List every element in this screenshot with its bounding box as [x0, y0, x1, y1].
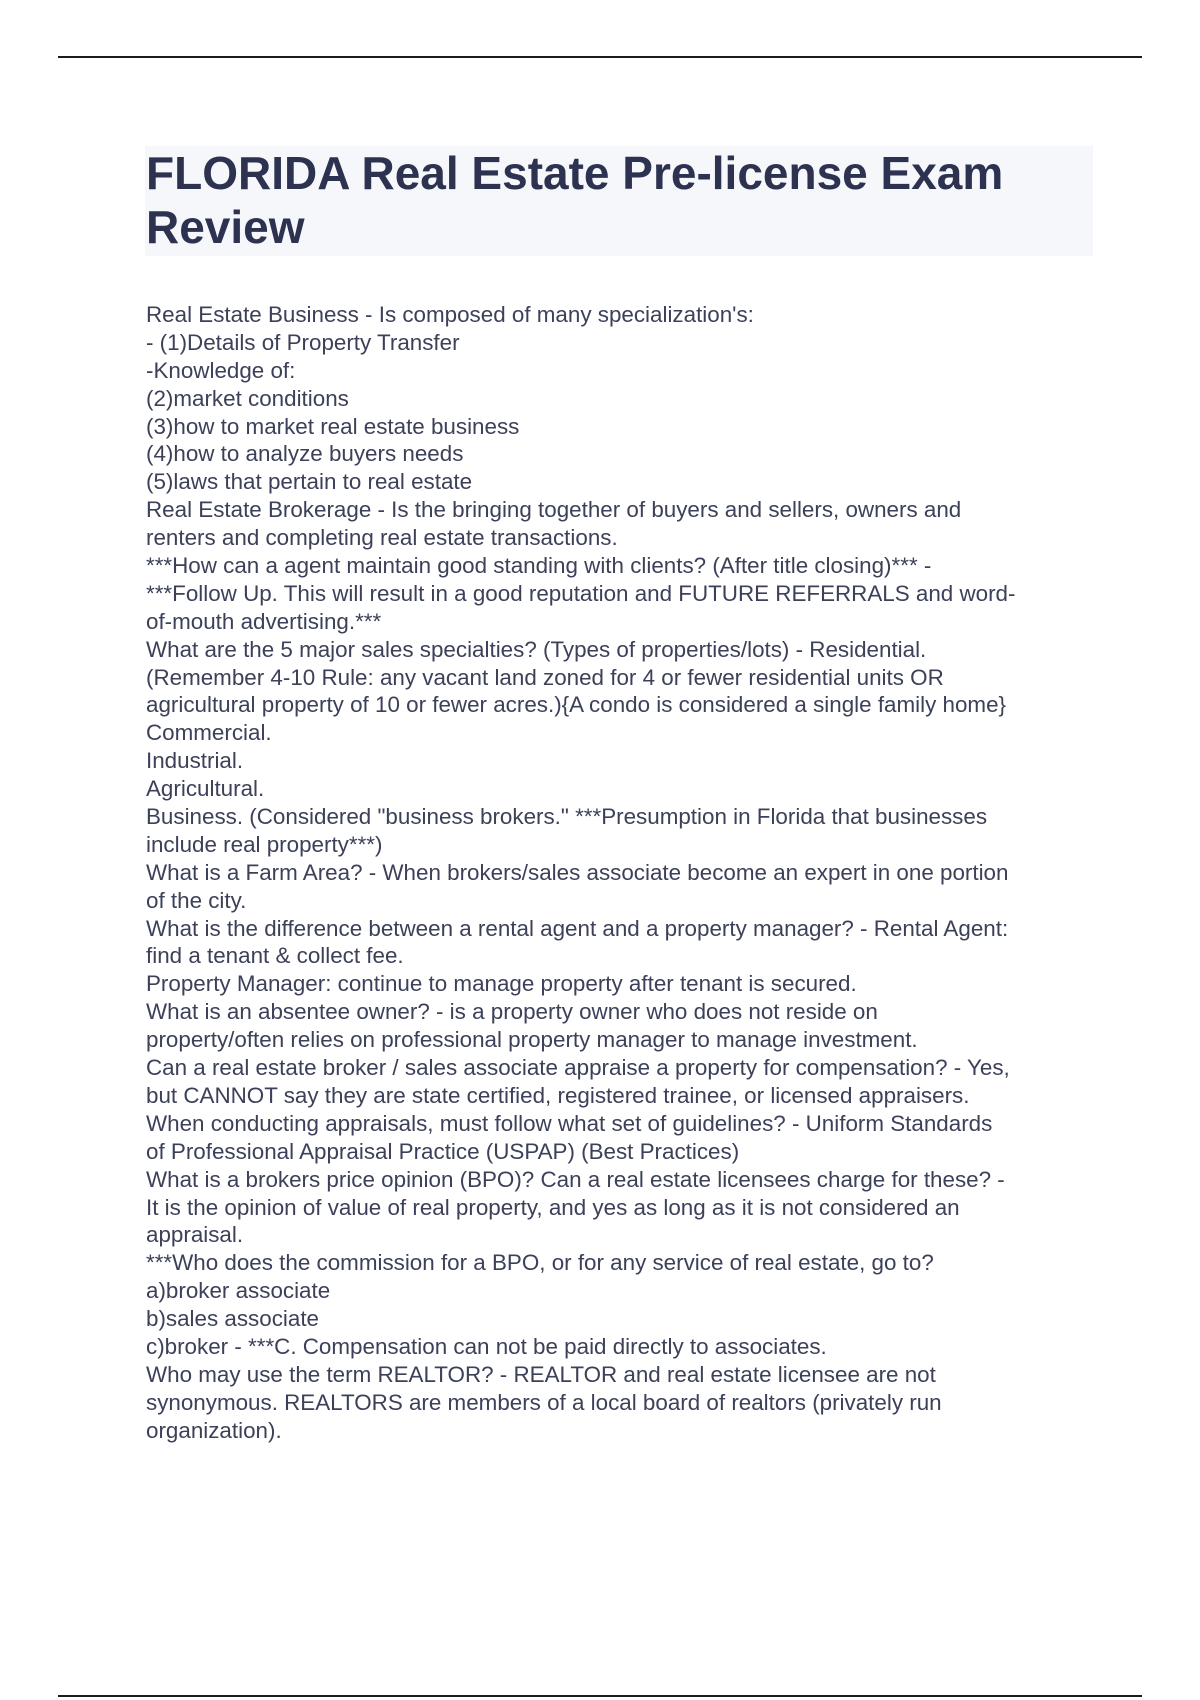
body-line: (2)market conditions: [146, 385, 349, 411]
bottom-rule: [58, 1695, 1142, 1697]
body-line: of-mouth advertising.***: [146, 608, 382, 634]
title-line: Review: [146, 201, 305, 253]
body-line: renters and completing real estate transactions.: [146, 525, 618, 551]
body-line: of the city.: [146, 887, 247, 913]
body-line: (5)laws that pertain to real estate: [146, 469, 473, 495]
body-line: When conducting appraisals, must follow what set of guidelines? - Uniform Standards: [146, 1110, 993, 1136]
body-line: (3)how to market real estate business: [146, 413, 520, 439]
body-line: find a tenant & collect fee.: [146, 943, 404, 969]
body-line: Who may use the term REALTOR? - REALTOR and real estate licensee are not: [146, 1361, 936, 1387]
body-line: property/often relies on professional property manager to manage investment.: [146, 1027, 918, 1053]
body-line: include real property***): [146, 831, 383, 857]
body-line: ***Follow Up. This will result in a good reputation and FUTURE REFERRALS and word-: [146, 580, 1016, 606]
body-line: Can a real estate broker / sales associate appraise a property for compensation? - Yes,: [146, 1055, 1010, 1081]
title-line: FLORIDA Real Estate Pre-license Exam: [146, 147, 1004, 199]
body-line: ***Who does the commission for a BPO, or for any service of real estate, go to?: [146, 1250, 934, 1276]
body-line: What are the 5 major sales specialties? (Types of properties/lots) - Residential.: [146, 636, 927, 662]
body-line: - (1)Details of Property Transfer: [146, 329, 460, 355]
body-line: appraisal.: [146, 1222, 244, 1248]
body-line: Real Estate Business - Is composed of many specialization's:: [146, 302, 754, 327]
body-line: c)broker - ***C. Compensation can not be paid directly to associates.: [146, 1333, 827, 1359]
top-rule: [58, 56, 1142, 58]
body-line: ***How can a agent maintain good standing with clients? (After title closing)*** -: [146, 553, 932, 579]
body-line: (4)how to analyze buyers needs: [146, 441, 464, 467]
body-line: but CANNOT say they are state certified, registered trainee, or licensed appraisers.: [146, 1082, 970, 1108]
body-line: Commercial.: [146, 720, 272, 746]
body-line: Industrial.: [146, 748, 244, 774]
body-line: b)sales associate: [146, 1306, 319, 1332]
body-line: It is the opinion of value of real property, and yes as long as it is not considered an: [146, 1194, 960, 1220]
body-line: (Remember 4-10 Rule: any vacant land zoned for 4 or fewer residential units OR: [146, 664, 944, 690]
body-line: Property Manager: continue to manage property after tenant is secured.: [146, 971, 857, 997]
body-line: Business. (Considered "business brokers." ***Presumption in Florida that businesses: [146, 804, 988, 830]
body-line: a)broker associate: [146, 1278, 331, 1304]
document-title: [146, 146, 1086, 254]
body-line: What is a Farm Area? - When brokers/sales associate become an expert in one portion: [146, 859, 1009, 885]
body-line: -Knowledge of:: [146, 357, 296, 383]
body-line: organization).: [146, 1417, 282, 1443]
body-line: What is an absentee owner? - is a property owner who does not reside on: [146, 999, 878, 1025]
body-line: of Professional Appraisal Practice (USPAP) (Best Practices): [146, 1138, 740, 1164]
body-line: Agricultural.: [146, 776, 265, 802]
body-line: agricultural property of 10 or fewer acres.){A condo is considered a single family home}: [146, 692, 1006, 718]
body-line: What is the difference between a rental agent and a property manager? - Rental Agent:: [146, 915, 1009, 941]
body-line: Real Estate Brokerage - Is the bringing together of buyers and sellers, owners and: [146, 497, 962, 523]
document-body: [146, 301, 1096, 1445]
body-line: synonymous. REALTORS are members of a local board of realtors (privately run: [146, 1389, 942, 1415]
body-line: What is a brokers price opinion (BPO)? Can a real estate licensees charge for these? -: [146, 1166, 1005, 1192]
